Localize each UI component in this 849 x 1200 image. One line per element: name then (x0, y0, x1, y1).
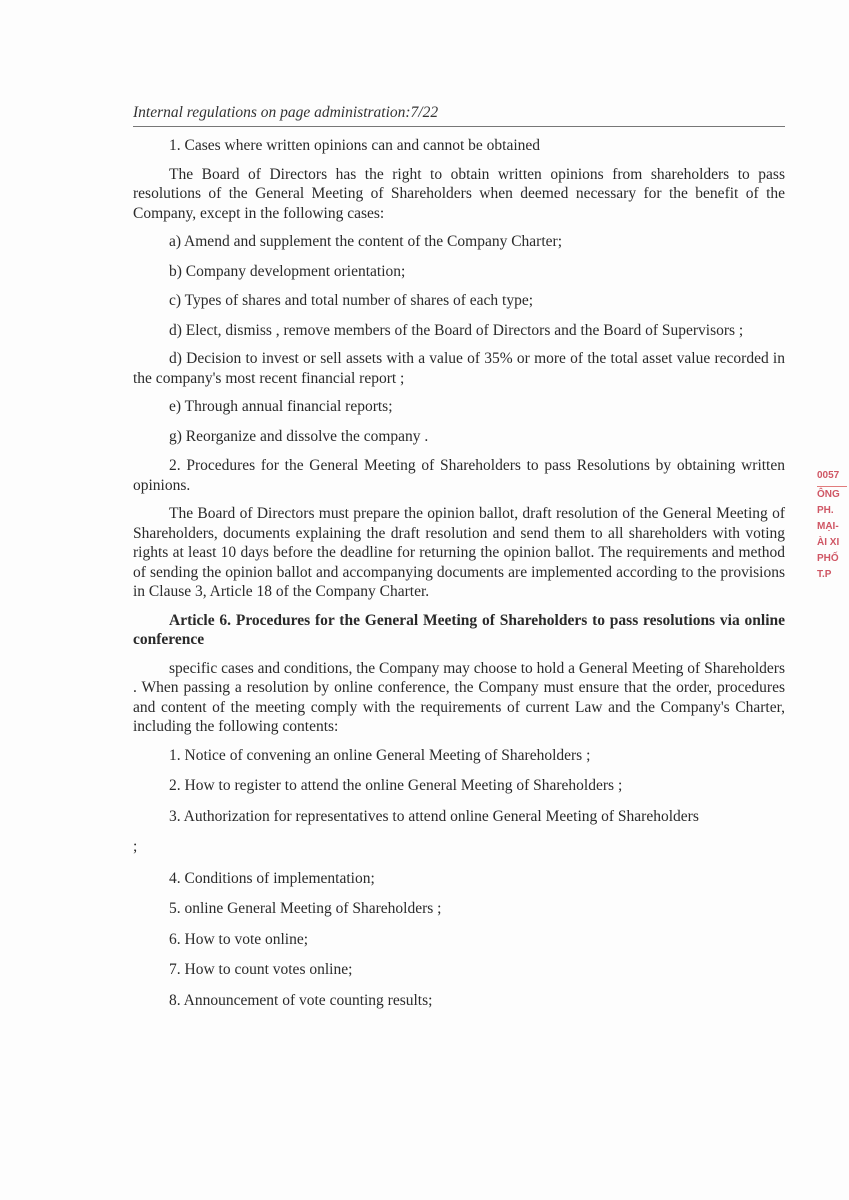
stamp-text: PHỐ (817, 553, 839, 564)
content-item: 8. Announcement of vote counting results; (169, 991, 433, 1009)
page-header: Internal regulations on page administration:7/22 (133, 104, 785, 127)
content-item-continuation: ; (133, 838, 138, 855)
stamp-text: ÀI XI (817, 537, 840, 548)
exception-item: c) Types of shares and total number of shares of each type; (169, 292, 534, 309)
content-item: 4. Conditions of implementation; (169, 869, 375, 887)
content-item: 5. online General Meeting of Shareholders ; (169, 900, 442, 917)
content-item: 1. Notice of convening an online General Meeting of Shareholders ; (169, 746, 591, 764)
exception-item: d) Elect, dismiss , remove members of the Board of Directors and the Board of Supervisors ; (169, 321, 744, 339)
exception-item: b) Company development orientation; (169, 262, 406, 280)
company-seal-stamp (817, 468, 849, 598)
procedures-heading: 2. Procedures for the General Meeting of Shareholders to pass Resolutions by obtaining written opinions. (133, 457, 785, 494)
procedures-text: The Board of Directors must prepare the opinion ballot, draft resolution of the General Meeting of Shareholders, documents explaining the draft resolution and send them to all shareholders with voting rights at least 10 days before the deadline for returning the opinion ballot. The requirements and method of sending the opinion ballot and accompanying documents are implemented according to the provisions in Clause 3, Article 18 of the Company Charter. (133, 505, 785, 600)
stamp-text: PH. (817, 505, 834, 516)
content-item: 2. How to register to attend the online General Meeting of Shareholders ; (169, 777, 623, 794)
exception-item: d) Decision to invest or sell assets with a value of 35% or more of the total asset value recorded in the company's most recent financial report ; (133, 350, 785, 387)
document-body (133, 136, 785, 1021)
stamp-text: ÔNG (817, 489, 840, 500)
cases-heading: 1. Cases where written opinions can and cannot be obtained (169, 137, 541, 154)
stamp-text: T.P (817, 569, 832, 580)
cases-intro: The Board of Directors has the right to obtain written opinions from shareholders to pass resolutions of the General Meeting of Shareholders when deemed necessary for the benefit of the Company, except in the following cases: (133, 165, 785, 222)
article-heading: Article 6. Procedures for the General Meeting of Shareholders to pass resolutions via online conference (133, 611, 785, 648)
stamp-text: MẠI- (817, 521, 839, 532)
exception-item: a) Amend and supplement the content of the Company Charter; (169, 233, 562, 250)
exception-item: g) Reorganize and dissolve the company . (169, 427, 429, 445)
article-intro: specific cases and conditions, the Company may choose to hold a General Meeting of Shareholders . When passing a resolution by online conference, the Company must ensure that the order, procedures and content of the meeting comply with the requirements of current Law and the Company's Charter, including the following contents: (133, 659, 785, 735)
content-item: 7. How to count votes online; (169, 961, 353, 978)
content-item: 6. How to vote online; (169, 930, 309, 948)
content-item: 3. Authorization for representatives to attend online General Meeting of Shareholders (169, 807, 699, 825)
exception-item: e) Through annual financial reports; (169, 398, 393, 415)
stamp-text: 0057 (817, 470, 840, 481)
